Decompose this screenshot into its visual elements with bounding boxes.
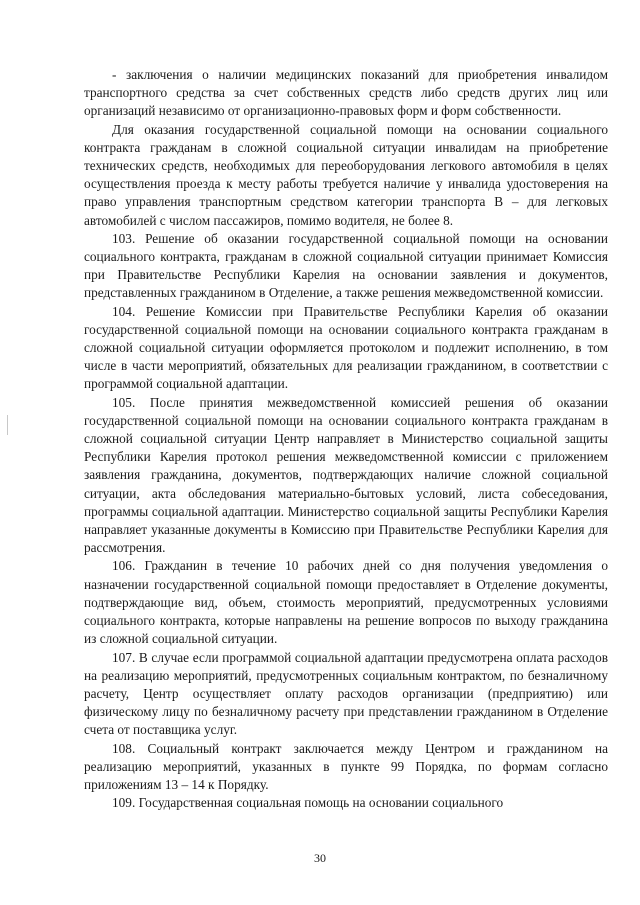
paragraph-104: 104. Решение Комиссии при Правительстве Республики Карелия об оказании государственной социальной помощи на основании социального контракта гражданам в сложной социальной ситуации оформляется протоколом и подлежит исполнению, в том числе в части мероприятий, обязательных для реализации гражданином, в соответствии с программой социальной адаптации. [84,303,608,392]
paragraph-driver-license-requirement: Для оказания государственной социальной помощи на основании социального контракта гражданам в сложной социальной ситуации инвалидам на приобретение технических средств, необходимых для переоборудования легкового автомобиля в целях осуществления проезда к месту работы требуется наличие у инвалида удостоверения на право управления транспортным средством категории транспорта В – для легковых автомобилей с числом пассажиров, помимо водителя, не более 8. [84,121,608,228]
paragraph-107: 107. В случае если программой социальной адаптации предусмотрена оплата расходов на реализацию мероприятий, предусмотренных социальным контрактом, по безналичному расчету, Центр осуществляет оплату расходов организации (предприятию) или физическому лицу по безналичному расчету при представлении гражданином в Отделение счета от поставщика услуг. [84,649,608,738]
paragraph-108: 108. Социальный контракт заключается между Центром и гражданином на реализацию мероприятий, указанных в пункте 99 Порядка, по формам согласно приложениям 13 – 14 к Порядку. [84,740,608,792]
document-body [84,66,608,812]
scan-artifact [7,415,8,435]
paragraph-109: 109. Государственная социальная помощь на основании социального [112,795,504,811]
paragraph-106: 106. Гражданин в течение 10 рабочих дней со дня получения уведомления о назначении государственной социальной помощи предоставляет в Отделение документы, подтверждающие вид, объем, стоимость мероприятий, предусмотренных условиями социального контракта, которые направлены на решение вопросов по выходу гражданина из сложной социальной ситуации. [84,558,608,647]
paragraph-105: 105. После принятия межведомственной комиссией решения об оказании государственной социальной помощи на основании социального контракта гражданам в сложной социальной ситуации Центр направляет в Министерство социальной защиты Республики Карелия протокол решения межведомственной комиссии с приложением заявления гражданина, документов, подтверждающих наличие сложной социальной ситуации, акта обследования материально-бытовых условий, листа собеседования, программы социальной адаптации. Министерство социальной защиты Республики Карелия направляет указанные документы в Комиссию при Правительстве Республики Карелия для рассмотрения. [84,394,608,556]
paragraph-medical-conclusion: - заключения о наличии медицинских показаний для приобретения инвалидом транспортного средства за счет собственных средств либо средств других лиц или организаций независимо от организационно-правовых форм и форм собственности. [84,67,608,119]
paragraph-103: 103. Решение об оказании государственной социальной помощи на основании социального контракта, гражданам в сложной социальной ситуации принимает Комиссия при Правительстве Республики Карелия на основании заявления и документов, представленных гражданином в Отделение, а также решения межведомственной комиссии. [84,230,608,301]
page-number: 30 [314,851,326,865]
